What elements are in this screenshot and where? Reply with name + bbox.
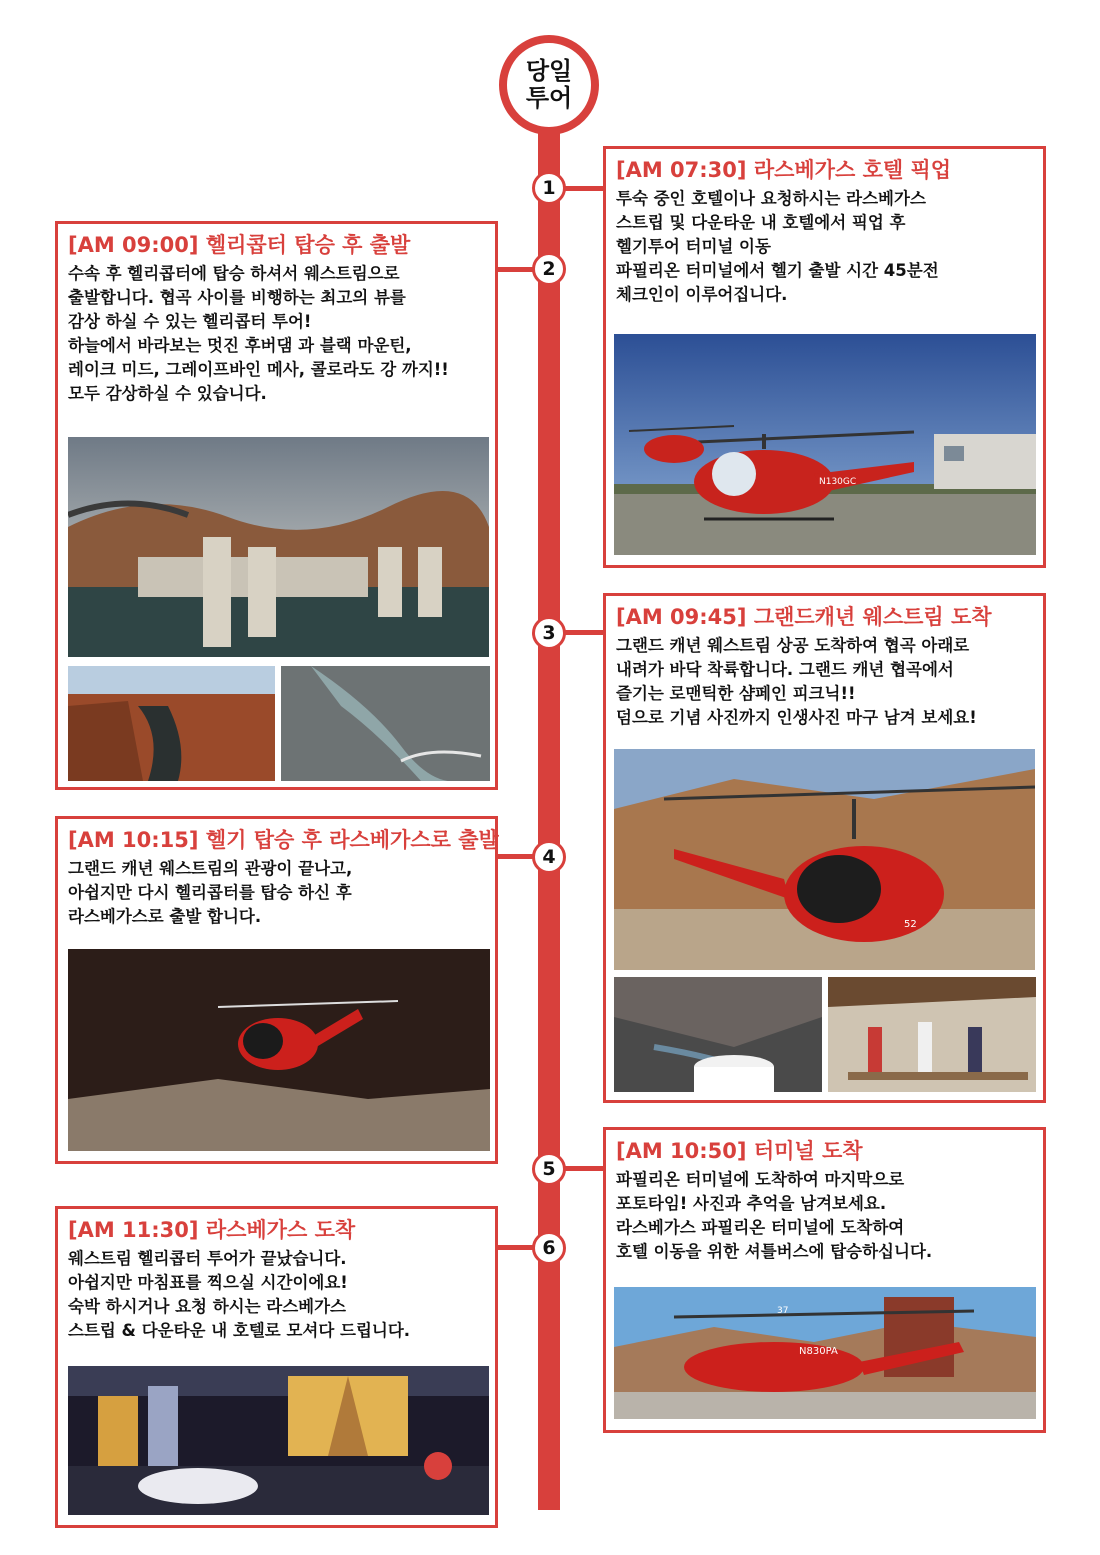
step-card-2 bbox=[55, 221, 498, 790]
step-title: 헬리콥터 탑승 후 출발 bbox=[205, 233, 411, 257]
canyon-landing-photo bbox=[614, 749, 1035, 970]
step-time: [AM 10:50] bbox=[616, 1139, 747, 1163]
step-card-6 bbox=[55, 1206, 498, 1528]
hoover-dam-photo bbox=[68, 437, 489, 657]
terminal-helicopter-photo bbox=[614, 1287, 1036, 1419]
step-card-5 bbox=[603, 1127, 1046, 1433]
step-card-1 bbox=[603, 146, 1046, 568]
step-heading bbox=[68, 232, 485, 259]
step-time: [AM 09:00] bbox=[68, 233, 199, 257]
step-title: 터미널 도착 bbox=[753, 1139, 863, 1163]
step-title: 헬기 탑승 후 라스베가스로 출발 bbox=[205, 828, 499, 852]
step-heading bbox=[616, 1138, 1033, 1165]
heli-number-label: 52 bbox=[904, 919, 917, 930]
badge-line-2: 투어 bbox=[525, 84, 573, 112]
heli-reg-label: N130GC bbox=[819, 477, 857, 487]
picnic-pavilion-photo bbox=[828, 977, 1036, 1092]
step-node-4: 4 bbox=[532, 840, 566, 874]
step-card-4 bbox=[55, 816, 498, 1164]
step-description: 투숙 중인 호텔이나 요청하시는 라스베가스 스트립 및 다운타운 내 호텔에서 픽업 후 헬기투어 터미널 이동 파필리온 터미널에서 헬기 출발 시간 45분전 체크인이 이루어집니다. bbox=[616, 189, 939, 304]
step-description: 그랜드 캐년 웨스트림 상공 도착하여 협곡 아래로 내려가 바닥 착륙합니다. 그랜드 캐년 협곡에서 즐기는 로맨틱한 샴페인 피크닉!! 덤으로 기념 사진까지 인생사진 마구 남겨 보세요! bbox=[616, 636, 977, 727]
step-title: 라스베가스 도착 bbox=[205, 1218, 356, 1242]
step-node-2: 2 bbox=[532, 252, 566, 286]
step-description: 파필리온 터미널에 도착하여 마지막으로 포토타임! 사진과 추억을 남겨보세요. 라스베가스 파필리온 터미널에 도착하여 호텔 이동을 위한 셔틀버스에 탑승하십니다. bbox=[616, 1170, 933, 1261]
step-description: 그랜드 캐년 웨스트림의 관광이 끝나고, 아쉽지만 다시 헬리콥터를 탑승 하신 후 라스베가스로 출발 합니다. bbox=[68, 859, 353, 926]
step-heading bbox=[68, 827, 499, 854]
step-time: [AM 09:45] bbox=[616, 605, 747, 629]
step-description: 웨스트림 헬리콥터 투어가 끝났습니다. 아쉽지만 마침표를 찍으실 시간이에요! 숙박 하시거나 요청 하시는 라스베가스 스트립 & 다운타운 내 호텔로 모셔다 드립니다. bbox=[68, 1249, 411, 1340]
timeline-spine bbox=[538, 95, 560, 1510]
step-heading bbox=[616, 604, 1033, 631]
step-node-1: 1 bbox=[532, 171, 566, 205]
step-time: [AM 11:30] bbox=[68, 1218, 199, 1242]
connector-3 bbox=[560, 630, 605, 635]
champagne-table-photo bbox=[614, 977, 822, 1092]
step-description: 수속 후 헬리콥터에 탑승 하셔서 웨스트림으로 출발합니다. 협곡 사이를 비행하는 최고의 뷰를 감상 하실 수 있는 헬리콥터 투어! 하늘에서 바라보는 멋진 후버댐 과 블랙 마운틴, 레이크 미드, 그레이프바인 메사, 콜로라도 강 까지!! 모두 감상하실 수 있습니다. bbox=[68, 264, 449, 403]
step-card-3 bbox=[603, 593, 1046, 1103]
helicopter-canyon-takeoff-photo bbox=[68, 949, 490, 1151]
connector-5 bbox=[560, 1166, 605, 1171]
step-heading bbox=[616, 157, 1033, 184]
step-node-5: 5 bbox=[532, 1152, 566, 1186]
step-node-6: 6 bbox=[532, 1231, 566, 1265]
step-title: 라스베가스 호텔 픽업 bbox=[753, 158, 952, 182]
step-node-3: 3 bbox=[532, 616, 566, 650]
step-heading bbox=[68, 1217, 485, 1244]
helicopter-pickup-photo bbox=[614, 334, 1036, 555]
aerial-lake-photo bbox=[281, 666, 490, 781]
canyon-river-photo bbox=[68, 666, 275, 781]
badge-line-1: 당일 bbox=[525, 57, 573, 85]
heli-reg-label: N830PA bbox=[799, 1346, 838, 1357]
day-tour-badge bbox=[499, 35, 599, 135]
step-time: [AM 10:15] bbox=[68, 828, 199, 852]
heli-number-label: 37 bbox=[777, 1306, 789, 1316]
connector-1 bbox=[560, 186, 605, 191]
step-title: 그랜드캐년 웨스트림 도착 bbox=[753, 605, 992, 629]
las-vegas-strip-photo bbox=[68, 1366, 489, 1515]
step-time: [AM 07:30] bbox=[616, 158, 747, 182]
